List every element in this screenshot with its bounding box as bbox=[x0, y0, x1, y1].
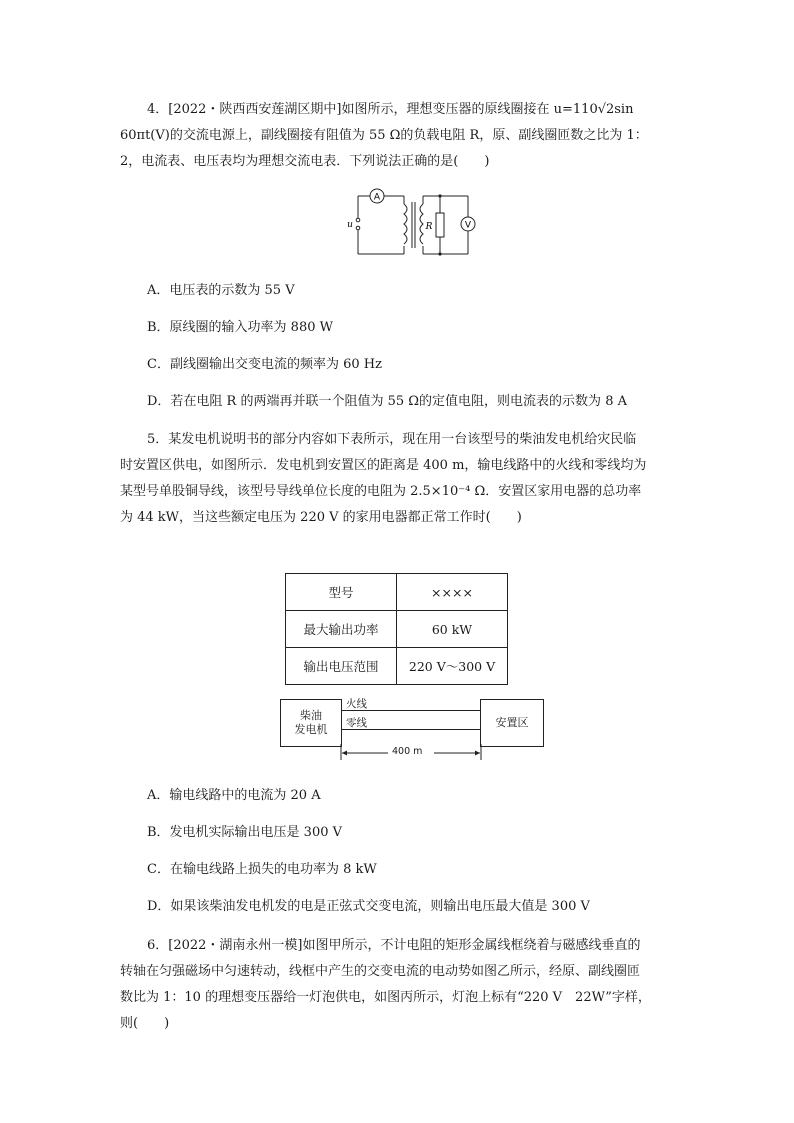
table-row bbox=[286, 648, 508, 685]
table-cell: 220 V～300 V bbox=[397, 648, 508, 685]
q4-line-1: 4．[2022・陕西西安莲湖区期中]如图所示，理想变压器的原线圈接在 u=110√2sin bbox=[147, 102, 634, 117]
table-row bbox=[286, 611, 508, 648]
source-label: u bbox=[347, 220, 353, 230]
table-cell: 输出电压范围 bbox=[286, 648, 397, 685]
q4-option-d: D．若在电阻 R 的两端再并联一个阻值为 55 Ω的定值电阻，则电流表的示数为 8 A bbox=[147, 394, 627, 409]
q6-line-2: 转轴在匀强磁场中匀速转动，线框中产生的交变电流的电动势如图乙所示，经原、副线圈匝 bbox=[120, 964, 641, 979]
table-cell: ×××× bbox=[397, 574, 508, 611]
generator-label-2: 发电机 bbox=[294, 723, 328, 736]
q4-option-b: B．原线圈的输入功率为 880 W bbox=[147, 320, 333, 335]
distance-label: 400 m bbox=[392, 746, 423, 757]
voltmeter-label: V bbox=[464, 220, 472, 231]
q4-transformer-circuit-diagram bbox=[340, 184, 480, 262]
resistor-label: R bbox=[425, 222, 433, 232]
shelter-area-box bbox=[480, 699, 544, 747]
q4-line-2: 60πt(V)的交流电源上，副线圈接有阻值为 55 Ω的负载电阻 R，原、副线圈匝数之比为 1： bbox=[120, 128, 648, 143]
generator-spec-table bbox=[285, 573, 508, 685]
table-cell: 最大输出功率 bbox=[286, 611, 397, 648]
generator-label-1: 柴油 bbox=[300, 709, 322, 722]
q6-line-3: 数比为 1：10 的理想变压器给一灯泡供电，如图丙所示，灯泡上标有“220 V 22W”字样， bbox=[120, 990, 651, 1005]
q5-line-1: 5．某发电机说明书的部分内容如下表所示，现在用一台该型号的柴油发电机给灾民临 bbox=[147, 432, 637, 447]
table-cell: 60 kW bbox=[397, 611, 508, 648]
table-cell: 型号 bbox=[286, 574, 397, 611]
ammeter-label: A bbox=[373, 192, 381, 203]
generator-box bbox=[280, 699, 342, 747]
table-row bbox=[286, 574, 508, 611]
neutral-wire-label: 零线 bbox=[346, 717, 367, 729]
shelter-area-label: 安置区 bbox=[495, 716, 529, 729]
q5-option-b: B．发电机实际输出电压是 300 V bbox=[147, 825, 343, 840]
q5-line-4: 为 44 kW，当这些额定电压为 220 V 的家用电器都正常工作时( ) bbox=[120, 510, 522, 525]
q6-line-1: 6．[2022・湖南永州一模]如图甲所示，不计电阻的矩形金属线框绕着与磁感线垂直的 bbox=[147, 938, 641, 953]
live-wire-label: 火线 bbox=[346, 698, 367, 710]
q5-line-3: 某型号单股铜导线，该型号导线单位长度的电阻为 2.5×10⁻⁴ Ω．安置区家用电器的总功率 bbox=[120, 484, 642, 499]
q6-line-4: 则( ) bbox=[120, 1016, 170, 1031]
q5-option-c: C．在输电线路上损失的电功率为 8 kW bbox=[147, 862, 377, 877]
q5-line-2: 时安置区供电，如图所示．发电机到安置区的距离是 400 m，输电线路中的火线和零线均为 bbox=[120, 458, 647, 473]
q5-option-a: A．输电线路中的电流为 20 A bbox=[147, 788, 321, 803]
q4-option-c: C．副线圈输出交变电流的频率为 60 Hz bbox=[147, 357, 382, 372]
q4-line-3: 2，电流表、电压表均为理想交流电表．下列说法正确的是( ) bbox=[120, 154, 490, 169]
q5-option-d: D．如果该柴油发电机发的电是正弦式交变电流，则输出电压最大值是 300 V bbox=[147, 899, 590, 914]
q4-option-a: A．电压表的示数为 55 V bbox=[147, 283, 295, 298]
